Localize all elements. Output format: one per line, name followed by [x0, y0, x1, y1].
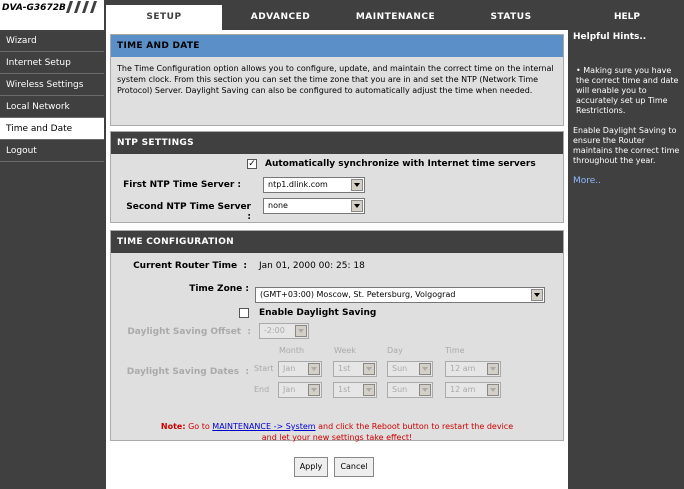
second-ntp-select[interactable] — [263, 198, 365, 214]
time-zone-label-text: Time Zone — [189, 284, 243, 294]
brand-logo — [0, 0, 104, 30]
end-time-value: 12 am — [450, 385, 476, 394]
first-ntp-select[interactable] — [263, 177, 365, 193]
daylight-saving-label: Enable Daylight Saving — [259, 308, 377, 318]
end-week-select[interactable] — [333, 382, 377, 398]
end-time-select[interactable] — [445, 382, 501, 398]
sidebar-item-time-and-date[interactable]: Time and Date — [0, 118, 104, 140]
time-zone-value: (GMT+03:00) Moscow, St. Petersburg, Volgograd — [260, 290, 456, 299]
second-ntp-label: Second NTP Time Server : — [126, 202, 251, 222]
start-day-value: Sun — [392, 364, 408, 373]
intro-title: TIME AND DATE — [111, 35, 563, 57]
current-time-label-text: Current Router Time — [133, 261, 238, 271]
chevron-down-icon — [351, 200, 363, 212]
auto-sync-checkbox[interactable]: ✓ — [248, 159, 256, 169]
dst-dates-label: Daylight Saving Dates : — [126, 367, 249, 377]
start-day-select[interactable] — [387, 361, 433, 377]
tab-setup[interactable]: SETUP — [106, 5, 222, 30]
apply-button[interactable]: Apply — [294, 457, 328, 477]
second-ntp-value: none — [268, 201, 288, 210]
daylight-saving-checkbox[interactable] — [239, 308, 249, 318]
tab-maintenance[interactable]: MAINTENANCE — [339, 5, 452, 30]
help-hint-time: • Making sure you have the correct time and date will enable you to accurately set up Time Restrictions. — [576, 66, 679, 115]
maintenance-system-link[interactable]: MAINTENANCE -> System — [212, 422, 316, 431]
help-title: Helpful Hints.. — [573, 32, 647, 42]
col-month-header: Month — [279, 346, 305, 355]
help-more-link[interactable]: More.. — [573, 176, 602, 186]
note-before-link: Go to — [188, 422, 210, 431]
chevron-down-icon — [295, 325, 307, 337]
dst-offset-select[interactable] — [259, 323, 309, 339]
cancel-button[interactable]: Cancel — [334, 457, 374, 477]
col-week-header: Week — [334, 346, 356, 355]
dst-offset-label-text: Daylight Saving Offset — [127, 327, 242, 337]
tab-help[interactable]: HELP — [570, 5, 684, 30]
first-ntp-value: ntp1.dlink.com — [268, 180, 328, 189]
chevron-down-icon — [363, 384, 375, 396]
current-time-label: Current Router Time : — [133, 261, 247, 271]
chevron-down-icon — [351, 179, 363, 191]
ntp-settings-section — [110, 131, 564, 223]
logo-stripes-graphic — [60, 1, 100, 13]
end-day-value: Sun — [392, 385, 408, 394]
end-month-select[interactable] — [278, 382, 322, 398]
chevron-down-icon — [308, 384, 320, 396]
start-month-value: Jan — [283, 364, 296, 373]
chevron-down-icon — [308, 363, 320, 375]
sidebar-item-internet-setup[interactable]: Internet Setup — [0, 52, 104, 74]
chevron-down-icon — [487, 363, 499, 375]
col-day-header: Day — [387, 346, 403, 355]
reboot-note — [106, 421, 568, 443]
col-time-header: Time — [445, 346, 465, 355]
first-ntp-label: First NTP Time Server : — [123, 180, 241, 190]
time-and-date-intro — [110, 34, 564, 126]
time-zone-select[interactable] — [255, 287, 545, 303]
sidebar-item-local-network[interactable]: Local Network — [0, 96, 104, 118]
sidebar-item-wizard[interactable]: Wizard — [0, 30, 104, 52]
start-label: Start — [254, 364, 274, 373]
reboot-note-line1 — [106, 421, 568, 432]
chevron-down-icon — [419, 384, 431, 396]
model-name: DVA-G3672B — [2, 3, 66, 13]
chevron-down-icon — [419, 363, 431, 375]
time-zone-label: Time Zone : — [189, 284, 249, 294]
end-week-value: 1st — [338, 385, 351, 394]
dst-dates-label-text: Daylight Saving Dates — [126, 367, 240, 377]
ntp-title: NTP SETTINGS — [111, 132, 563, 154]
note-prefix: Note: — [160, 422, 186, 431]
end-label: End — [254, 385, 270, 394]
start-week-select[interactable] — [333, 361, 377, 377]
help-panel — [570, 30, 684, 489]
main-content — [106, 30, 568, 489]
time-configuration-section — [110, 230, 564, 441]
reboot-note-line2: and let your new settings take effect! — [261, 433, 413, 442]
tab-advanced[interactable]: ADVANCED — [224, 5, 337, 30]
end-month-value: Jan — [283, 385, 296, 394]
current-time-value: Jan 01, 2000 00: 25: 18 — [259, 261, 365, 271]
help-hint-daylight: Enable Daylight Saving to ensure the Router maintains the correct time throughout the year. — [573, 126, 680, 165]
sidebar-item-logout[interactable]: Logout — [0, 140, 104, 162]
chevron-down-icon — [363, 363, 375, 375]
first-ntp-label-text: First NTP Time Server — [123, 180, 235, 190]
start-week-value: 1st — [338, 364, 351, 373]
tab-status[interactable]: STATUS — [454, 5, 568, 30]
intro-text: The Time Configuration option allows you to configure, update, and maintain the correct time on the internal system clock. From this section you can set the time zone that you are in and set the NTP (Network Time Protocol) Server. Daylight Saving can also be configured to automatically adjust the time when needed. — [117, 64, 554, 95]
dst-offset-value: -2:00 — [264, 326, 285, 335]
second-ntp-label-text: Second NTP Time Server — [126, 202, 251, 212]
time-config-title: TIME CONFIGURATION — [111, 231, 563, 253]
start-time-select[interactable] — [445, 361, 501, 377]
chevron-down-icon — [487, 384, 499, 396]
sidebar — [0, 30, 104, 489]
sidebar-item-wireless-settings[interactable]: Wireless Settings — [0, 74, 104, 96]
end-day-select[interactable] — [387, 382, 433, 398]
dst-offset-label: Daylight Saving Offset : — [127, 327, 251, 337]
start-month-select[interactable] — [278, 361, 322, 377]
note-after-link: and click the Reboot button to restart the device — [318, 422, 514, 431]
start-time-value: 12 am — [450, 364, 476, 373]
chevron-down-icon — [531, 289, 543, 301]
auto-sync-label: Automatically synchronize with Internet time servers — [265, 159, 536, 169]
